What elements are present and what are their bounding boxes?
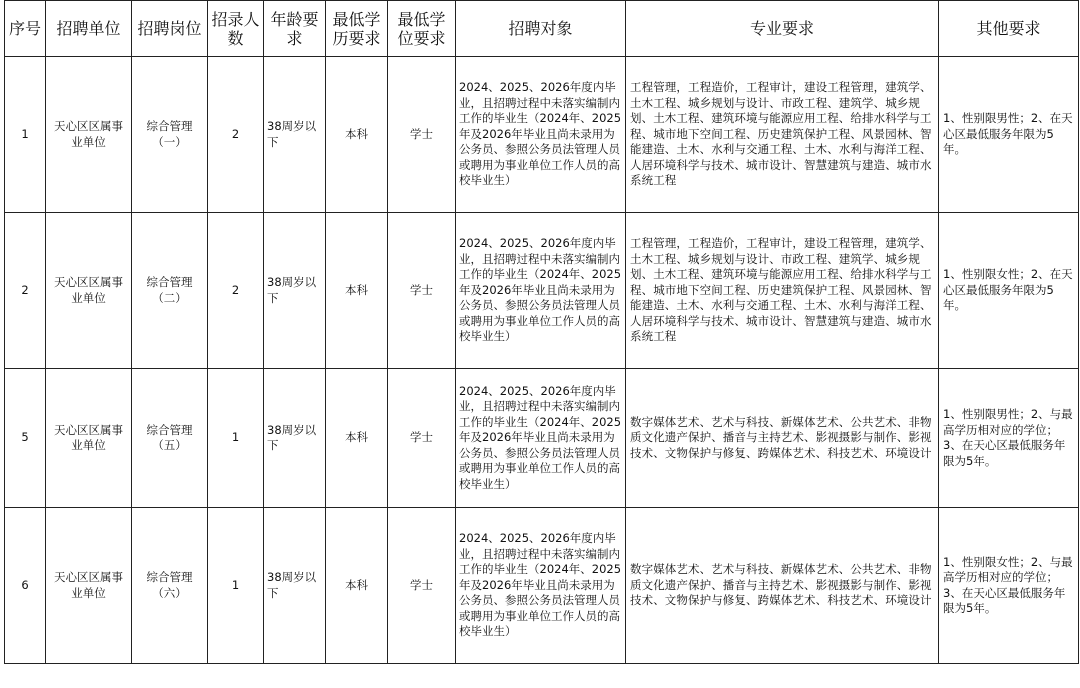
- header-post: 招聘岗位: [132, 1, 208, 57]
- cell-age: 38周岁以下: [264, 57, 326, 213]
- cell-degree: 学士: [388, 369, 456, 508]
- table-row: [5, 508, 1079, 664]
- cell-age: 38周岁以下: [264, 369, 326, 508]
- cell-post: 综合管理（五）: [132, 369, 208, 508]
- header-age: 年龄要求: [264, 1, 326, 57]
- cell-degree: 学士: [388, 508, 456, 664]
- cell-other: 1、性别限女性；2、在天心区最低服务年限为5年。: [939, 213, 1079, 369]
- cell-other: 1、性别限男性；2、与最高学历相对应的学位；3、在天心区最低服务年限为5年。: [939, 369, 1079, 508]
- cell-count: 2: [208, 213, 264, 369]
- table-row: [5, 369, 1079, 508]
- header-other: 其他要求: [939, 1, 1079, 57]
- cell-count: 1: [208, 508, 264, 664]
- header-row: [5, 1, 1079, 57]
- cell-count: 1: [208, 369, 264, 508]
- cell-other: 1、性别限女性；2、与最高学历相对应的学位；3、在天心区最低服务年限为5年。: [939, 508, 1079, 664]
- cell-education: 本科: [326, 508, 388, 664]
- header-education: 最低学历要求: [326, 1, 388, 57]
- cell-age: 38周岁以下: [264, 508, 326, 664]
- cell-target: 2024、2025、2026年度内毕业，且招聘过程中未落实编制内工作的毕业生（2024年、2025年及2026年毕业且尚未录用为公务员、参照公务员法管理人员或聘用为事业单位工作人员的高校毕业生）: [456, 508, 626, 664]
- header-major: 专业要求: [626, 1, 939, 57]
- cell-post: 综合管理（一）: [132, 57, 208, 213]
- cell-other: 1、性别限男性；2、在天心区最低服务年限为5年。: [939, 57, 1079, 213]
- table-row: [5, 57, 1079, 213]
- cell-post: 综合管理（二）: [132, 213, 208, 369]
- cell-education: 本科: [326, 213, 388, 369]
- cell-seq: 1: [5, 57, 46, 213]
- cell-post: 综合管理（六）: [132, 508, 208, 664]
- cell-seq: 5: [5, 369, 46, 508]
- cell-target: 2024、2025、2026年度内毕业，且招聘过程中未落实编制内工作的毕业生（2024年、2025年及2026年毕业且尚未录用为公务员、参照公务员法管理人员或聘用为事业单位工作人员的高校毕业生）: [456, 57, 626, 213]
- cell-major: 数字媒体艺术、艺术与科技、新媒体艺术、公共艺术、非物质文化遗产保护、播音与主持艺术、影视摄影与制作、影视技术、文物保护与修复、跨媒体艺术、科技艺术、环境设计: [626, 369, 939, 508]
- header-unit: 招聘单位: [46, 1, 132, 57]
- cell-unit: 天心区区属事业单位: [46, 508, 132, 664]
- header-count: 招录人数: [208, 1, 264, 57]
- cell-target: 2024、2025、2026年度内毕业，且招聘过程中未落实编制内工作的毕业生（2024年、2025年及2026年毕业且尚未录用为公务员、参照公务员法管理人员或聘用为事业单位工作人员的高校毕业生）: [456, 369, 626, 508]
- cell-unit: 天心区区属事业单位: [46, 213, 132, 369]
- cell-unit: 天心区区属事业单位: [46, 57, 132, 213]
- cell-major: 数字媒体艺术、艺术与科技、新媒体艺术、公共艺术、非物质文化遗产保护、播音与主持艺术、影视摄影与制作、影视技术、文物保护与修复、跨媒体艺术、科技艺术、环境设计: [626, 508, 939, 664]
- cell-age: 38周岁以下: [264, 213, 326, 369]
- cell-degree: 学士: [388, 213, 456, 369]
- cell-education: 本科: [326, 57, 388, 213]
- recruitment-table: [4, 0, 1079, 664]
- cell-target: 2024、2025、2026年度内毕业，且招聘过程中未落实编制内工作的毕业生（2024年、2025年及2026年毕业且尚未录用为公务员、参照公务员法管理人员或聘用为事业单位工作人员的高校毕业生）: [456, 213, 626, 369]
- cell-education: 本科: [326, 369, 388, 508]
- cell-seq: 2: [5, 213, 46, 369]
- header-degree: 最低学位要求: [388, 1, 456, 57]
- table-row: [5, 213, 1079, 369]
- cell-seq: 6: [5, 508, 46, 664]
- cell-count: 2: [208, 57, 264, 213]
- cell-major: 工程管理，工程造价，工程审计，建设工程管理，建筑学、土木工程、城乡规划与设计、市政工程、建筑学、城乡规划、土木工程、建筑环境与能源应用工程、给排水科学与工程、城市地下空间工程、历史建筑保护工程、风景园林、智能建造、土木、水利与交通工程、土木、水利与海洋工程、人居环境科学与技术、城市设计、智慧建筑与建造、城市水系统工程: [626, 57, 939, 213]
- header-target: 招聘对象: [456, 1, 626, 57]
- cell-major: 工程管理，工程造价，工程审计，建设工程管理，建筑学、土木工程、城乡规划与设计、市政工程、建筑学、城乡规划、土木工程、建筑环境与能源应用工程、给排水科学与工程、城市地下空间工程、历史建筑保护工程、风景园林、智能建造、土木、水利与交通工程、土木、水利与海洋工程、人居环境科学与技术、城市设计、智慧建筑与建造、城市水系统工程: [626, 213, 939, 369]
- cell-degree: 学士: [388, 57, 456, 213]
- cell-unit: 天心区区属事业单位: [46, 369, 132, 508]
- header-seq: 序号: [5, 1, 46, 57]
